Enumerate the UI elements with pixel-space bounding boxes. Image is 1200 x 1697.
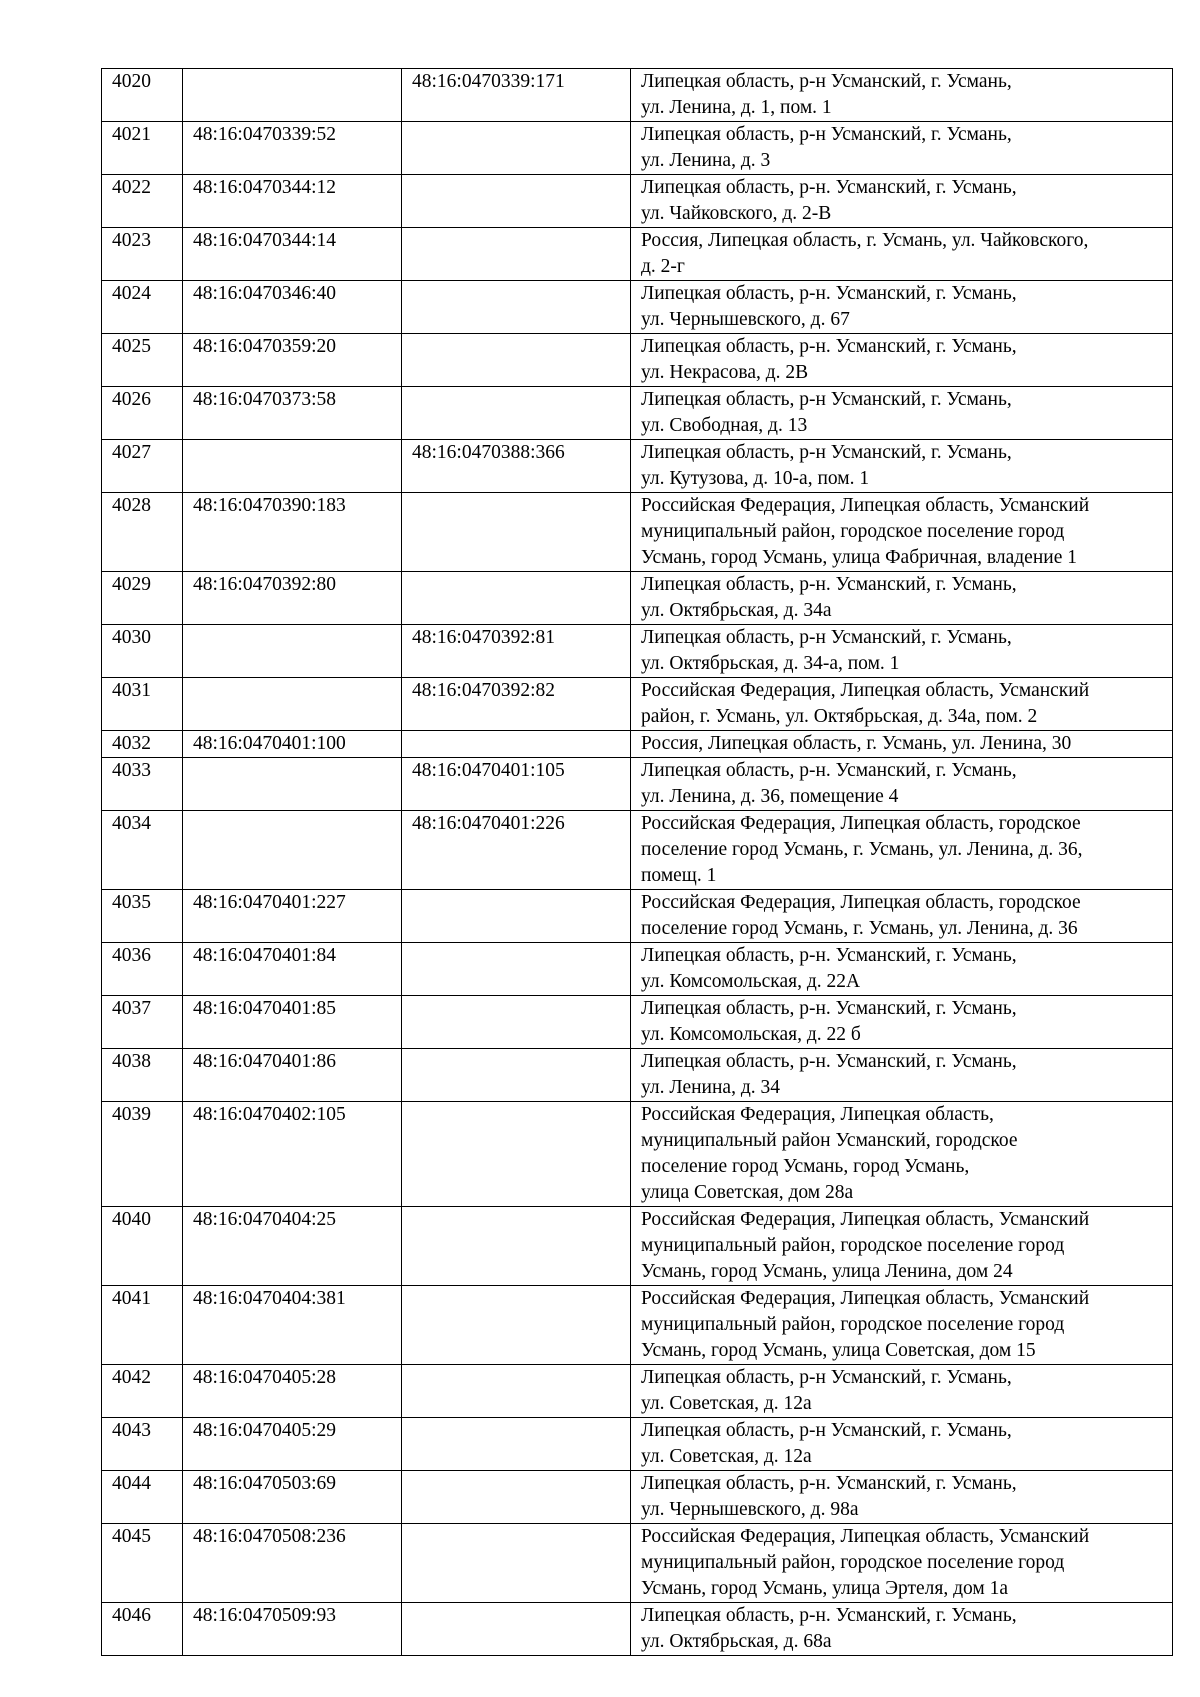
address-line: Липецкая область, р-н Усманский, г. Усмань, xyxy=(641,627,1012,648)
address-line: Липецкая область, р-н Усманский, г. Усмань, xyxy=(641,389,1012,410)
address-line: Липецкая область, р-н Усманский, г. Усмань, xyxy=(641,71,1012,92)
row-number-cell: 4034 xyxy=(102,811,183,890)
address-cell xyxy=(631,1524,1173,1603)
address-line: помещ. 1 xyxy=(641,865,717,886)
land-cadastral-number-cell: 48:16:0470344:14 xyxy=(183,228,402,281)
object-cadastral-number-cell: 48:16:0470388:366 xyxy=(402,440,631,493)
address-line: Усмань, город Усмань, улица Ленина, дом 24 xyxy=(641,1261,1013,1282)
land-cadastral-number-cell xyxy=(183,678,402,731)
land-cadastral-number-cell: 48:16:0470373:58 xyxy=(183,387,402,440)
object-cadastral-number-cell xyxy=(402,175,631,228)
address-cell xyxy=(631,625,1173,678)
row-number-cell: 4026 xyxy=(102,387,183,440)
object-cadastral-number-cell xyxy=(402,228,631,281)
object-cadastral-number-cell xyxy=(402,1471,631,1524)
land-cadastral-number-cell xyxy=(183,69,402,122)
address-line: Липецкая область, р-н Усманский, г. Усмань, xyxy=(641,124,1012,145)
land-cadastral-number-cell xyxy=(183,625,402,678)
table-row xyxy=(102,1365,1173,1418)
address-line: район, г. Усмань, ул. Октябрьская, д. 34а, пом. 2 xyxy=(641,706,1038,727)
address-line: д. 2-г xyxy=(641,256,685,277)
address-cell xyxy=(631,228,1173,281)
land-cadastral-number-cell: 48:16:0470346:40 xyxy=(183,281,402,334)
row-number-cell: 4029 xyxy=(102,572,183,625)
address-cell xyxy=(631,1471,1173,1524)
object-cadastral-number-cell xyxy=(402,493,631,572)
table-container xyxy=(101,68,1172,1656)
object-cadastral-number-cell xyxy=(402,1049,631,1102)
address-cell xyxy=(631,493,1173,572)
address-line: ул. Комсомольская, д. 22 б xyxy=(641,1024,861,1045)
address-line: Российская Федерация, Липецкая область, городское xyxy=(641,813,1081,834)
table-body xyxy=(102,69,1173,1656)
row-number-cell: 4023 xyxy=(102,228,183,281)
address-cell xyxy=(631,996,1173,1049)
row-number-cell: 4044 xyxy=(102,1471,183,1524)
row-number-cell: 4032 xyxy=(102,731,183,758)
table-row xyxy=(102,493,1173,572)
address-cell xyxy=(631,334,1173,387)
address-cell xyxy=(631,572,1173,625)
address-line: Липецкая область, р-н. Усманский, г. Усмань, xyxy=(641,1473,1017,1494)
row-number-cell: 4027 xyxy=(102,440,183,493)
address-line: ул. Свободная, д. 13 xyxy=(641,415,808,436)
address-line: Липецкая область, р-н. Усманский, г. Усмань, xyxy=(641,760,1017,781)
address-line: ул. Октябрьская, д. 68а xyxy=(641,1631,832,1652)
row-number-cell: 4043 xyxy=(102,1418,183,1471)
row-number-cell: 4039 xyxy=(102,1102,183,1207)
address-cell xyxy=(631,811,1173,890)
land-cadastral-number-cell: 48:16:0470344:12 xyxy=(183,175,402,228)
address-line: ул. Чайковского, д. 2-В xyxy=(641,203,832,224)
table-row xyxy=(102,731,1173,758)
address-line: Липецкая область, р-н Усманский, г. Усмань, xyxy=(641,1420,1012,1441)
land-cadastral-number-cell: 48:16:0470401:227 xyxy=(183,890,402,943)
address-cell xyxy=(631,1418,1173,1471)
object-cadastral-number-cell xyxy=(402,731,631,758)
table-row xyxy=(102,1049,1173,1102)
address-cell xyxy=(631,678,1173,731)
table-row xyxy=(102,1418,1173,1471)
object-cadastral-number-cell xyxy=(402,1102,631,1207)
address-line: Российская Федерация, Липецкая область, Усманский xyxy=(641,1209,1090,1230)
table-row xyxy=(102,811,1173,890)
address-line: ул. Ленина, д. 34 xyxy=(641,1077,781,1098)
land-cadastral-number-cell: 48:16:0470339:52 xyxy=(183,122,402,175)
land-cadastral-number-cell: 48:16:0470405:28 xyxy=(183,1365,402,1418)
address-line: ул. Советская, д. 12а xyxy=(641,1446,812,1467)
address-line: поселение город Усмань, г. Усмань, ул. Ленина, д. 36, xyxy=(641,839,1083,860)
address-line: Усмань, город Усмань, улица Советская, дом 15 xyxy=(641,1340,1036,1361)
object-cadastral-number-cell xyxy=(402,890,631,943)
address-cell xyxy=(631,387,1173,440)
address-cell xyxy=(631,1102,1173,1207)
address-line: ул. Кутузова, д. 10-а, пом. 1 xyxy=(641,468,870,489)
address-line: Усмань, город Усмань, улица Фабричная, владение 1 xyxy=(641,547,1077,568)
address-cell xyxy=(631,122,1173,175)
row-number-cell: 4030 xyxy=(102,625,183,678)
land-cadastral-number-cell: 48:16:0470405:29 xyxy=(183,1418,402,1471)
object-cadastral-number-cell xyxy=(402,387,631,440)
row-number-cell: 4025 xyxy=(102,334,183,387)
object-cadastral-number-cell xyxy=(402,1603,631,1656)
table-row xyxy=(102,890,1173,943)
table-row xyxy=(102,678,1173,731)
land-cadastral-number-cell: 48:16:0470404:25 xyxy=(183,1207,402,1286)
table-row xyxy=(102,758,1173,811)
object-cadastral-number-cell xyxy=(402,1286,631,1365)
address-cell xyxy=(631,69,1173,122)
object-cadastral-number-cell: 48:16:0470339:171 xyxy=(402,69,631,122)
land-cadastral-number-cell: 48:16:0470508:236 xyxy=(183,1524,402,1603)
cadastral-table xyxy=(101,68,1173,1656)
table-row xyxy=(102,1603,1173,1656)
address-line: ул. Ленина, д. 36, помещение 4 xyxy=(641,786,899,807)
row-number-cell: 4020 xyxy=(102,69,183,122)
table-row xyxy=(102,175,1173,228)
object-cadastral-number-cell xyxy=(402,996,631,1049)
address-line: Российская Федерация, Липецкая область, xyxy=(641,1104,994,1125)
land-cadastral-number-cell: 48:16:0470392:80 xyxy=(183,572,402,625)
land-cadastral-number-cell xyxy=(183,440,402,493)
table-row xyxy=(102,281,1173,334)
object-cadastral-number-cell: 48:16:0470392:81 xyxy=(402,625,631,678)
object-cadastral-number-cell xyxy=(402,1418,631,1471)
address-cell xyxy=(631,758,1173,811)
row-number-cell: 4033 xyxy=(102,758,183,811)
address-line: Усмань, город Усмань, улица Эртеля, дом 1а xyxy=(641,1578,1009,1599)
object-cadastral-number-cell xyxy=(402,122,631,175)
address-line: Россия, Липецкая область, г. Усмань, ул. Ленина, 30 xyxy=(641,733,1072,754)
land-cadastral-number-cell: 48:16:0470402:105 xyxy=(183,1102,402,1207)
table-row xyxy=(102,1102,1173,1207)
address-line: ул. Советская, д. 12а xyxy=(641,1393,812,1414)
land-cadastral-number-cell: 48:16:0470401:100 xyxy=(183,731,402,758)
object-cadastral-number-cell xyxy=(402,572,631,625)
address-line: ул. Комсомольская, д. 22А xyxy=(641,971,861,992)
address-line: муниципальный район, городское поселение город xyxy=(641,521,1065,542)
table-row xyxy=(102,440,1173,493)
address-line: муниципальный район, городское поселение город xyxy=(641,1235,1065,1256)
address-line: ул. Чернышевского, д. 67 xyxy=(641,309,850,330)
address-cell xyxy=(631,1049,1173,1102)
address-line: Российская Федерация, Липецкая область, Усманский xyxy=(641,680,1090,701)
table-row xyxy=(102,122,1173,175)
table-row xyxy=(102,1471,1173,1524)
table-row xyxy=(102,1207,1173,1286)
table-row xyxy=(102,996,1173,1049)
address-line: ул. Некрасова, д. 2В xyxy=(641,362,809,383)
object-cadastral-number-cell xyxy=(402,334,631,387)
address-cell xyxy=(631,175,1173,228)
address-line: муниципальный район, городское поселение город xyxy=(641,1552,1065,1573)
address-line: муниципальный район Усманский, городское xyxy=(641,1130,1018,1151)
address-line: Российская Федерация, Липецкая область, Усманский xyxy=(641,495,1090,516)
land-cadastral-number-cell xyxy=(183,811,402,890)
address-line: Липецкая область, р-н. Усманский, г. Усмань, xyxy=(641,177,1017,198)
address-cell xyxy=(631,943,1173,996)
row-number-cell: 4038 xyxy=(102,1049,183,1102)
row-number-cell: 4036 xyxy=(102,943,183,996)
address-line: поселение город Усмань, город Усмань, xyxy=(641,1156,970,1177)
address-line: ул. Чернышевского, д. 98а xyxy=(641,1499,859,1520)
row-number-cell: 4031 xyxy=(102,678,183,731)
address-line: муниципальный район, городское поселение город xyxy=(641,1314,1065,1335)
object-cadastral-number-cell: 48:16:0470401:105 xyxy=(402,758,631,811)
address-cell xyxy=(631,1207,1173,1286)
land-cadastral-number-cell: 48:16:0470404:381 xyxy=(183,1286,402,1365)
address-line: Липецкая область, р-н. Усманский, г. Усмань, xyxy=(641,998,1017,1019)
address-line: улица Советская, дом 28а xyxy=(641,1182,854,1203)
table-row xyxy=(102,1286,1173,1365)
land-cadastral-number-cell: 48:16:0470401:84 xyxy=(183,943,402,996)
object-cadastral-number-cell xyxy=(402,1207,631,1286)
land-cadastral-number-cell: 48:16:0470503:69 xyxy=(183,1471,402,1524)
address-line: Липецкая область, р-н Усманский, г. Усмань, xyxy=(641,1367,1012,1388)
row-number-cell: 4035 xyxy=(102,890,183,943)
table-row xyxy=(102,572,1173,625)
address-line: Липецкая область, р-н. Усманский, г. Усмань, xyxy=(641,336,1017,357)
object-cadastral-number-cell xyxy=(402,1524,631,1603)
object-cadastral-number-cell: 48:16:0470392:82 xyxy=(402,678,631,731)
row-number-cell: 4045 xyxy=(102,1524,183,1603)
table-row xyxy=(102,387,1173,440)
address-line: ул. Октябрьская, д. 34-а, пом. 1 xyxy=(641,653,900,674)
row-number-cell: 4040 xyxy=(102,1207,183,1286)
table-row xyxy=(102,1524,1173,1603)
land-cadastral-number-cell: 48:16:0470390:183 xyxy=(183,493,402,572)
address-line: Российская Федерация, Липецкая область, городское xyxy=(641,892,1081,913)
address-line: Российская Федерация, Липецкая область, Усманский xyxy=(641,1288,1090,1309)
address-line: Липецкая область, р-н. Усманский, г. Усмань, xyxy=(641,945,1017,966)
row-number-cell: 4042 xyxy=(102,1365,183,1418)
address-line: Липецкая область, р-н. Усманский, г. Усмань, xyxy=(641,1605,1017,1626)
address-cell xyxy=(631,1365,1173,1418)
address-line: Россия, Липецкая область, г. Усмань, ул. Чайковского, xyxy=(641,230,1089,251)
land-cadastral-number-cell: 48:16:0470509:93 xyxy=(183,1603,402,1656)
object-cadastral-number-cell xyxy=(402,281,631,334)
address-cell xyxy=(631,890,1173,943)
row-number-cell: 4022 xyxy=(102,175,183,228)
row-number-cell: 4041 xyxy=(102,1286,183,1365)
address-cell xyxy=(631,1603,1173,1656)
land-cadastral-number-cell: 48:16:0470401:85 xyxy=(183,996,402,1049)
address-line: Липецкая область, р-н. Усманский, г. Усмань, xyxy=(641,1051,1017,1072)
address-line: ул. Ленина, д. 3 xyxy=(641,150,771,171)
row-number-cell: 4037 xyxy=(102,996,183,1049)
table-row xyxy=(102,228,1173,281)
address-cell xyxy=(631,1286,1173,1365)
object-cadastral-number-cell: 48:16:0470401:226 xyxy=(402,811,631,890)
row-number-cell: 4024 xyxy=(102,281,183,334)
row-number-cell: 4046 xyxy=(102,1603,183,1656)
land-cadastral-number-cell: 48:16:0470359:20 xyxy=(183,334,402,387)
table-row xyxy=(102,625,1173,678)
row-number-cell: 4028 xyxy=(102,493,183,572)
object-cadastral-number-cell xyxy=(402,1365,631,1418)
address-line: поселение город Усмань, г. Усмань, ул. Ленина, д. 36 xyxy=(641,918,1078,939)
table-row xyxy=(102,69,1173,122)
land-cadastral-number-cell: 48:16:0470401:86 xyxy=(183,1049,402,1102)
address-cell xyxy=(631,281,1173,334)
address-line: ул. Октябрьская, д. 34а xyxy=(641,600,832,621)
address-cell xyxy=(631,731,1173,758)
address-line: Липецкая область, р-н Усманский, г. Усмань, xyxy=(641,442,1012,463)
table-row xyxy=(102,943,1173,996)
row-number-cell: 4021 xyxy=(102,122,183,175)
address-line: Липецкая область, р-н. Усманский, г. Усмань, xyxy=(641,574,1017,595)
object-cadastral-number-cell xyxy=(402,943,631,996)
address-cell xyxy=(631,440,1173,493)
address-line: Липецкая область, р-н. Усманский, г. Усмань, xyxy=(641,283,1017,304)
address-line: Российская Федерация, Липецкая область, Усманский xyxy=(641,1526,1090,1547)
table-row xyxy=(102,334,1173,387)
address-line: ул. Ленина, д. 1, пом. 1 xyxy=(641,97,832,118)
land-cadastral-number-cell xyxy=(183,758,402,811)
